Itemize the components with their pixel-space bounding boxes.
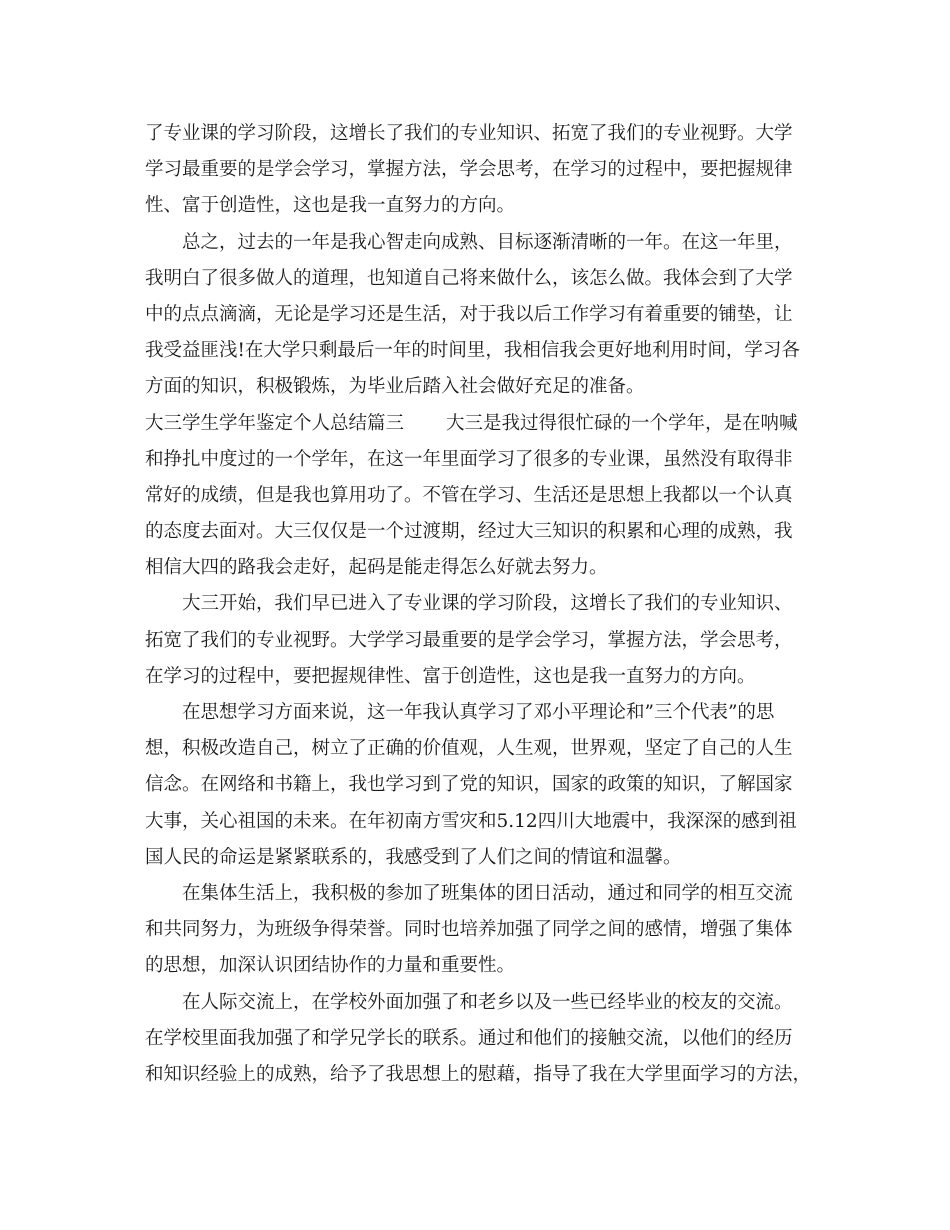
section-first-sentence: 大三是我过得很忙碌的一个学年，是在呐喊 xyxy=(446,412,798,434)
text-line: 方面的知识，积极锻炼，为毕业后踏入社会做好充足的准备。 xyxy=(145,376,645,398)
text-line: 了专业课的学习阶段，这增长了我们的专业知识、拓宽了我们的专业视野。大学 xyxy=(145,123,793,144)
text-line: 的思想，加深认识团结协作的力量和重要性。 xyxy=(145,955,516,977)
text-line: 和知识经验上的成熟，给予了我思想上的慰藉，指导了我在大学里面学习的方法， xyxy=(145,1063,812,1085)
text-line: 常好的成绩，但是我也算用功了。不管在学习、生活还是思想上我都以一个认真 xyxy=(145,484,793,506)
text-line: 学习最重要的是学会学习，掌握方法，学会思考，在学习的过程中，要把握规律 xyxy=(145,159,793,181)
text-line: 我明白了很多做人的道理，也知道自己将来做什么，该怎么做。我体会到了大学 xyxy=(145,267,793,289)
text-line: 相信大四的路我会走好，起码是能走得怎么好就去努力。 xyxy=(145,557,608,579)
text-line: 性、富于创造性，这也是我一直努力的方向。 xyxy=(145,195,516,217)
paragraph-start-line: 在思想学习方面来说，这一年我认真学习了邓小平理论和”三个代表”的思 xyxy=(182,702,775,723)
text-line: 信念。在网络和书籍上，我也学习到了党的知识，国家的政策的知识，了解国家 xyxy=(145,774,793,796)
paragraph-start-line: 大三开始，我们早已进入了专业课的学习阶段，这增长了我们的专业知识、 xyxy=(182,593,793,615)
text-line: 我受益匪浅!在大学只剩最后一年的时间里，我相信我会更好地利用时间，学习各 xyxy=(145,340,800,362)
text-line: 想，积极改造自己，树立了正确的价值观，人生观，世界观，坚定了自己的人生 xyxy=(145,738,793,760)
text-line: 和共同努力，为班级争得荣誉。同时也培养加强了同学之间的感情，增强了集体 xyxy=(145,919,793,941)
text-line: 在学校里面我加强了和学兄学长的联系。通过和他们的接触交流，以他们的经历 xyxy=(145,1027,793,1049)
section-heading-line xyxy=(145,406,810,442)
text-line: 在学习的过程中，要把握规律性、富于创造性，这也是我一直努力的方向。 xyxy=(145,665,756,687)
text-line: 大事，关心祖国的未来。在年初南方雪灾和5.12四川大地震中，我深深的感到祖 xyxy=(145,810,797,832)
text-line: 拓宽了我们的专业视野。大学学习最重要的是学会学习，掌握方法，学会思考， xyxy=(145,629,793,651)
paragraph-start-line: 在集体生活上，我积极的参加了班集体的团日活动，通过和同学的相互交流 xyxy=(182,882,793,904)
paragraph-start-line: 总之，过去的一年是我心智走向成熟、目标逐渐清晰的一年。在这一年里， xyxy=(182,231,793,253)
section-heading: 大三学生学年鉴定个人总结篇三 xyxy=(145,412,405,434)
text-line: 中的点点滴滴，无论是学习还是生活，对于我以后工作学习有着重要的铺垫，让 xyxy=(145,303,793,325)
text-line: 和挣扎中度过的一个学年，在这一年里面学习了很多的专业课，虽然没有取得非 xyxy=(145,448,793,470)
text-line: 的态度去面对。大三仅仅是一个过渡期，经过大三知识的积累和心理的成熟，我 xyxy=(145,521,793,543)
paragraph-start-line: 在人际交流上，在学校外面加强了和老乡以及一些已经毕业的校友的交流。 xyxy=(182,991,793,1013)
document-body xyxy=(145,116,810,1093)
text-line: 国人民的命运是紧紧联系的，我感受到了人们之间的情谊和温馨。 xyxy=(145,846,682,868)
